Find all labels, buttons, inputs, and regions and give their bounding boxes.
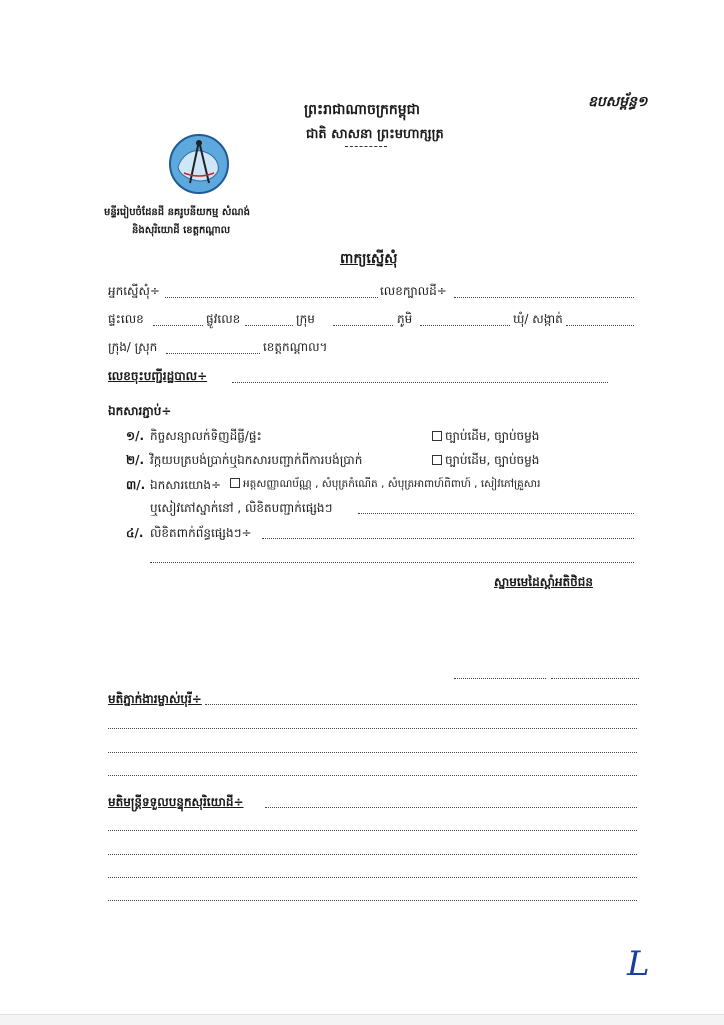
attachment-text-1: កិច្ចសន្យាលក់ទិញដីធ្លី/ផ្ទះ <box>150 429 262 443</box>
attachment-num-2: ២/. <box>126 453 145 467</box>
attachment-options-3[interactable] <box>230 478 540 493</box>
motto-ornament <box>345 146 387 147</box>
commune-field[interactable] <box>566 325 634 326</box>
checkbox-icon[interactable] <box>432 455 442 465</box>
attachment-text-4: លិខិតពាក់ព័ន្ធផ្សេងៗ÷ <box>150 526 252 540</box>
officer-opinion-label: មតិមន្ត្រីទទួលបន្ទុកសុរិយោដី÷ <box>108 795 244 809</box>
client-thumbprint-label: ស្នាមមេដៃស្ដាំអតិថិជន <box>494 575 594 589</box>
applicant-label: អ្នកស្នើសុំ÷ <box>108 284 160 298</box>
owner-opinion-field-1[interactable] <box>205 704 637 705</box>
signature-line-1[interactable] <box>454 678 546 679</box>
province-text: ខេត្តកណ្ដាល។ <box>263 340 328 354</box>
form-title: ពាក្យស្នើសុំ <box>340 251 398 267</box>
applicant-field[interactable] <box>165 297 378 298</box>
district-label: ក្រុង/ ស្រុក <box>108 340 158 354</box>
ministry-name-line1: មន្ទីររៀបចំដែនដី នគរូបនីយកម្ម សំណង់ <box>104 207 250 218</box>
attachment-options-1[interactable] <box>432 428 539 446</box>
street-number-label: ផ្លូវលេខ <box>206 312 241 326</box>
ministry-logo <box>168 133 230 195</box>
ministry-name-line2: និងសុរិយោដី ខេត្តកណ្ដាល <box>132 225 231 236</box>
checkbox-icon[interactable] <box>230 478 240 488</box>
annex-label: ឧបសម្ព័ន្ធ១ <box>588 94 648 110</box>
owner-opinion-label: មតិភ្នាក់ងារម្ចាស់បុរី÷ <box>108 692 202 706</box>
attachment-4-field[interactable] <box>262 538 634 539</box>
attachment-4-field-2[interactable] <box>150 562 634 563</box>
attachment-options-2[interactable] <box>432 452 539 470</box>
attachment-num-3: ៣/. <box>126 478 146 492</box>
owner-opinion-field-3[interactable] <box>108 752 637 753</box>
commune-label: ឃុំ/ សង្កាត់ <box>513 312 563 326</box>
house-number-label: ផ្ទះលេខ <box>108 312 144 326</box>
village-label: ភូមិ <box>397 312 413 326</box>
house-number-field[interactable] <box>153 325 203 326</box>
attachment-options-text: ច្បាប់ដើម, ច្បាប់ចម្លង <box>445 453 540 467</box>
owner-opinion-field-2[interactable] <box>108 728 637 729</box>
group-label: ក្រុម <box>296 312 315 326</box>
officer-opinion-field-2[interactable] <box>108 830 637 831</box>
parcel-number-label: លេខក្បាលដី÷ <box>380 284 447 298</box>
signature-line-2[interactable] <box>551 678 639 679</box>
attachment-text-3b: ឬសៀវភៅស្នាក់នៅ , លិខិតបញ្ជាក់ផ្សេងៗ <box>150 501 333 515</box>
attachments-heading: ឯកសារភ្ជាប់÷ <box>108 404 172 418</box>
officer-opinion-field-1[interactable] <box>265 807 637 808</box>
attachment-text-2: វិក្កយបត្របង់ប្រាក់ឬឯកសារបញ្ជាក់ពីការបង់ប្រាក់ <box>150 453 363 467</box>
officer-opinion-field-5[interactable] <box>108 900 637 901</box>
street-number-field[interactable] <box>245 325 293 326</box>
national-motto: ជាតិ សាសនា ព្រះមហាក្សត្រ <box>306 127 444 142</box>
attachment-3b-field[interactable] <box>358 513 634 514</box>
attachment-text-3: ឯកសារយោង÷ <box>150 478 221 492</box>
officer-opinion-field-3[interactable] <box>108 854 637 855</box>
district-field[interactable] <box>166 353 260 354</box>
serial-field[interactable] <box>232 382 608 383</box>
page-bottom-edge <box>0 1014 724 1025</box>
handwritten-initial: L <box>627 944 650 984</box>
group-field[interactable] <box>333 325 393 326</box>
checkbox-icon[interactable] <box>432 431 442 441</box>
attachment-options-text: អត្តសញ្ញាណប័ណ្ណ , សំបុត្រកំណើត , សំបុត្រអាពាហ៍ពិពាហ៍ , សៀវភៅគ្រួសារ <box>243 478 541 490</box>
officer-opinion-field-4[interactable] <box>108 877 637 878</box>
attachment-num-4: ៤/. <box>126 526 144 540</box>
serial-label: លេខចុះបញ្ជីរដ្ឋបាល÷ <box>108 369 208 383</box>
owner-opinion-field-4[interactable] <box>108 775 637 776</box>
attachment-options-text: ច្បាប់ដើម, ច្បាប់ចម្លង <box>445 429 540 443</box>
village-field[interactable] <box>420 325 510 326</box>
attachment-num-1: ១/. <box>126 429 145 443</box>
parcel-number-field[interactable] <box>454 297 634 298</box>
kingdom-heading: ព្រះរាជាណាចក្រកម្ពុជា <box>304 102 421 118</box>
